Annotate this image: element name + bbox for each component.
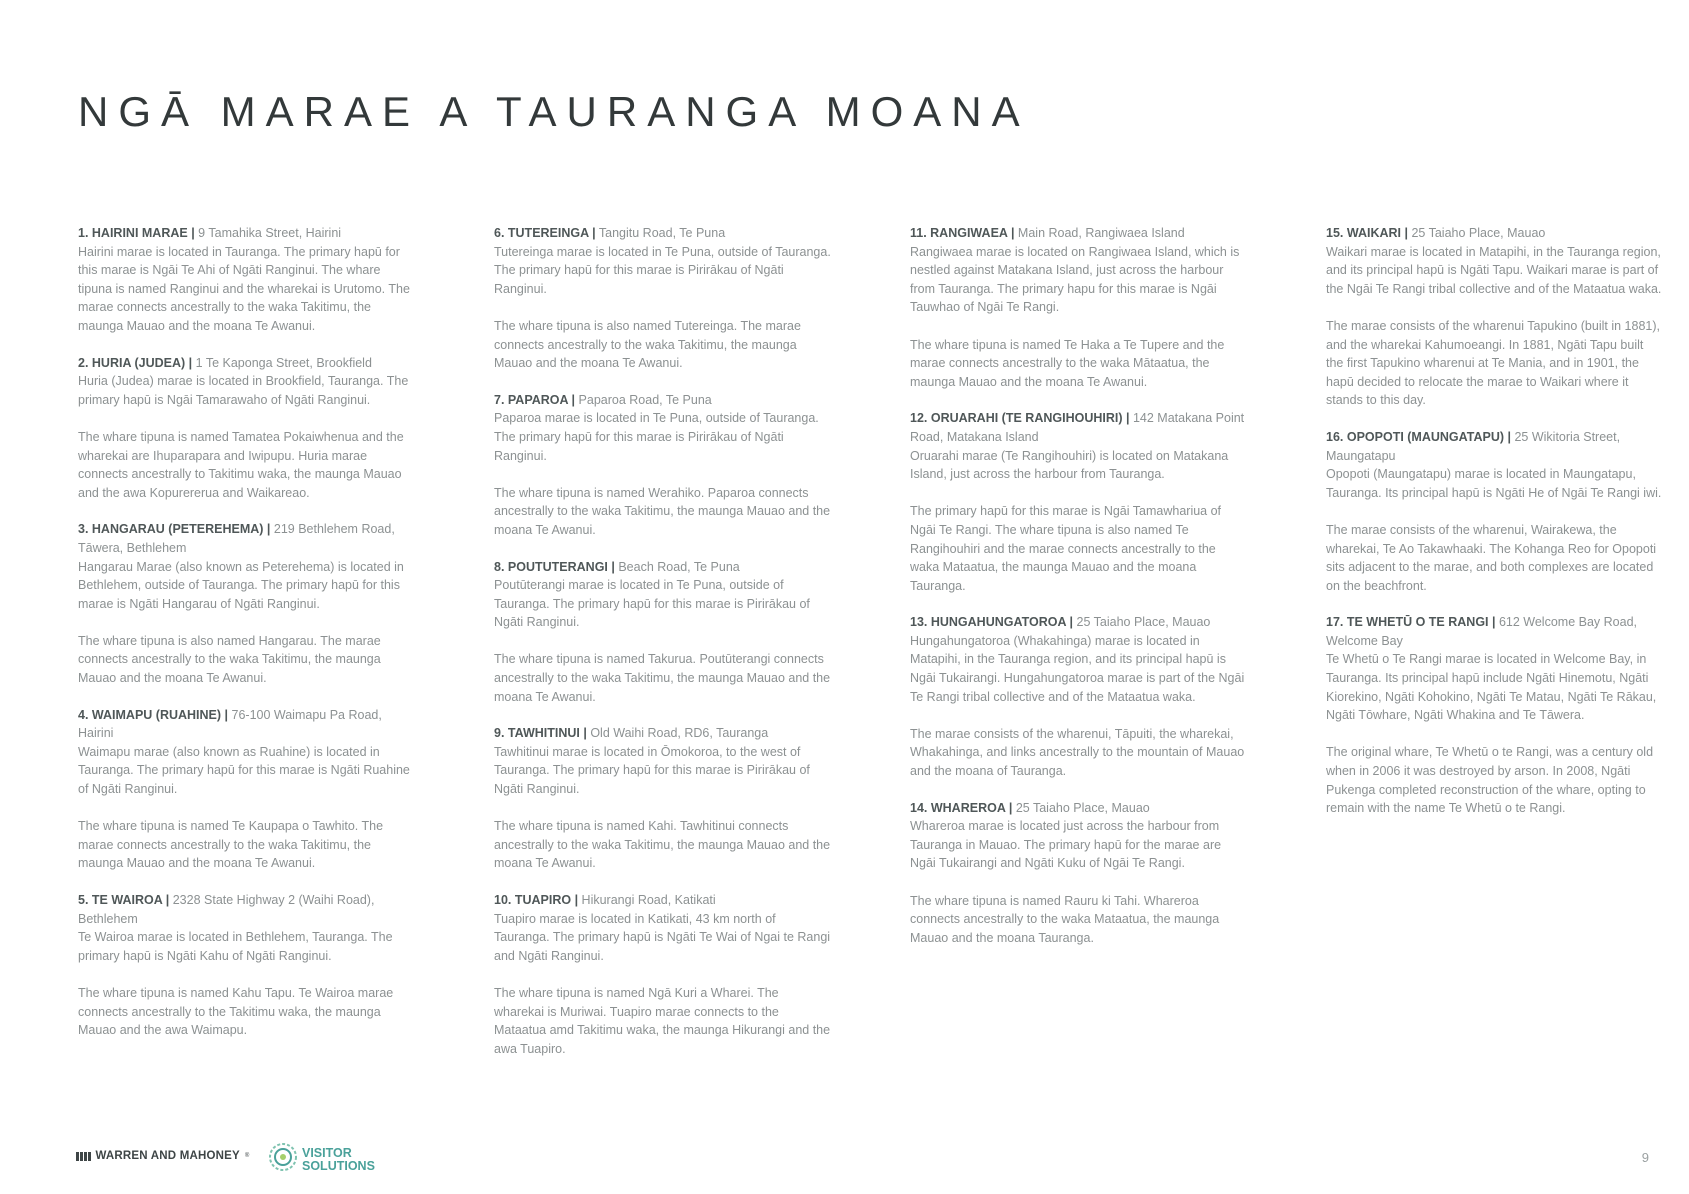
marae-entry — [494, 224, 832, 373]
marae-entry — [1326, 428, 1664, 595]
paragraph-text: Whareroa marae is located just across the harbour from Tauranga in Mauao. The primary hapū for the marae are Ngāi Tukairangi and Ngāti Kuku of Ngāi Te Rangi. — [910, 819, 1222, 871]
entry-paragraph — [910, 892, 1248, 948]
entry-paragraph — [1326, 224, 1664, 298]
brand-name: WARREN AND MAHONEY — [95, 1150, 240, 1162]
marae-heading: 6. TUTEREINGA | — [494, 226, 596, 240]
marae-address: 76-100 Waimapu Pa Road, Hairini — [78, 707, 382, 741]
entry-paragraph — [78, 428, 416, 502]
entry-paragraph — [910, 725, 1248, 781]
entry-paragraph — [494, 984, 832, 1058]
marae-entry — [1326, 613, 1664, 818]
warren-and-mahoney-logo — [76, 1150, 250, 1162]
marae-entry — [494, 391, 832, 540]
marae-address: 25 Taiaho Place, Mauao — [1073, 615, 1211, 630]
marae-address: Paparoa Road, Te Puna — [575, 392, 712, 407]
marae-heading: 14. WHAREROA | — [910, 800, 1013, 815]
entry-paragraph — [494, 817, 832, 873]
entry-paragraph — [494, 724, 832, 798]
entry-paragraph — [494, 224, 832, 298]
entry-paragraph — [1326, 743, 1664, 817]
marae-address: 9 Tamahika Street, Hairini — [194, 226, 342, 240]
marae-entry — [78, 520, 416, 687]
paragraph-text: Paparoa marae is located in Te Puna, outside of Tauranga. The primary hapū for this marae is Pirirākau of Ngāti Ranginui. — [494, 411, 819, 463]
visitor-solutions-globe-icon — [268, 1142, 298, 1177]
paragraph-text: Waikari marae is located in Matapihi, in the Tauranga region, and its principal hapū is Ngāti Tapu. Waikari marae is part of the Ngāi Te Rangi tribal collective and of the Mataatua waka. — [1326, 244, 1662, 296]
marae-address: Main Road, Rangiwaea Island — [1014, 226, 1185, 240]
entry-paragraph — [910, 224, 1248, 317]
paragraph-text: The whare tipuna is named Te Haka a Te Tupere and the marae connects ancestrally to the waka Mātaatua, the maunga Mauao and the moana Te Awanui. — [910, 337, 1225, 389]
paragraph-text: The marae consists of the wharenui, Tāpuiti, the wharekai, Whakahinga, and links ancestrally to the mountain of Mauao and the moana of Tauranga. — [910, 726, 1245, 779]
entry-paragraph — [78, 706, 416, 799]
marae-address: Hikurangi Road, Katikati — [578, 893, 716, 907]
entry-paragraph — [494, 558, 832, 632]
marae-address: Old Waihi Road, RD6, Tauranga — [586, 726, 769, 741]
entry-paragraph — [494, 891, 832, 965]
marae-entry — [910, 613, 1248, 780]
entry-paragraph — [78, 632, 416, 688]
column-2 — [494, 224, 832, 1076]
marae-heading: 7. PAPAROA | — [494, 392, 576, 407]
entry-paragraph — [78, 817, 416, 873]
paragraph-text: Te Whetū o Te Rangi marae is located in Welcome Bay, in Tauranga. Its principal hapū include Ngāti Hinemotu, Ngāti Kiorekino, Ngāti Kohokino, Ngāti Te Matau, Ngāti Te Rākau, Ngāti Tōwhare, Ngāti Whakina and Te Tāwera. — [1326, 652, 1657, 723]
paragraph-text: Opopoti (Maungatapu) marae is located in Maungatapu, Tauranga. Its principal hapū is Ngāti He of Ngāi Te Rangi iwi. — [1326, 467, 1662, 500]
marae-heading: 5. TE WAIROA | — [78, 893, 170, 907]
paragraph-text: The whare tipuna is named Te Kaupapa o Tawhito. The marae connects ancestrally to the waka Takitimu, the maunga Mauao and the moana Te Awanui. — [78, 819, 384, 871]
marae-address: 25 Taiaho Place, Mauao — [1012, 800, 1150, 815]
entry-paragraph — [494, 317, 832, 373]
paragraph-text: The whare tipuna is also named Tutereinga. The marae connects ancestrally to the waka Takitimu, the maunga Mauao and the moana Te Awanui. — [494, 318, 801, 371]
paragraph-text: Oruarahi marae (Te Rangihouhiri) is located on Matakana Island, just across the harbour from Tauranga. — [910, 448, 1229, 482]
paragraph-text: The whare tipuna is named Ngā Kuri a Wharei. The wharekai is Muriwai. Tuapiro marae connects to the Mataatua amd Takitimu waka, the maunga Hikurangi and the awa Tuapiro. — [494, 985, 831, 1056]
brand-line-2: SOLUTIONS — [302, 1158, 375, 1173]
marae-heading: 3. HANGARAU (PETEREHEMA) | — [78, 522, 271, 537]
marae-heading: 2. HURIA (JUDEA) | — [78, 355, 193, 370]
marae-entry — [494, 891, 832, 1058]
entry-paragraph — [910, 409, 1248, 483]
entry-paragraph — [910, 336, 1248, 392]
paragraph-text: The whare tipuna is named Rauru ki Tahi. Whareroa connects ancestrally to the waka Mataatua, the maunga Mauao and the moana Tauranga. — [910, 893, 1220, 945]
paragraph-text: The whare tipuna is named Tamatea Pokaiwhenua and the wharekai are Ihuparapara and Iwipupu. Huria marae connects ancestrally to Takitimu waka, the maunga Mauao and the awa Kopurererua and Waikareao. — [78, 429, 404, 500]
paragraph-text: Hungahungatoroa (Whakahinga) marae is located in Matapihi, in the Tauranga region, and its principal hapū is Ngāi Tukairangi. Hungahungatoroa marae is part of the Ngāi Te Rangi tribal collective and of the Mataatua waka. — [910, 633, 1245, 704]
paragraph-text: The marae consists of the wharenui Tapukino (built in 1881), and the wharekai Kahumoeangi. In 1881, Ngāti Tapu built the first Tapukino wharenui at Te Mania, and in 1901, the hapū decided to relocate the marae to Waikari where it stands to this day. — [1326, 318, 1660, 408]
entry-paragraph — [910, 799, 1248, 873]
marae-heading: 1. HAIRINI MARAE | — [78, 226, 195, 240]
marae-address: 219 Bethlehem Road, Tāwera, Bethlehem — [78, 522, 395, 555]
marae-entry — [494, 724, 832, 873]
paragraph-text: The marae consists of the wharenui, Wairakewa, the wharekai, Te Ao Takawhaaki. The Kohanga Reo for Opopoti sits adjacent to the marae, and both complexes are located on the beachfront. — [1326, 522, 1657, 593]
page-title: NGĀ MARAE A TAURANGA MOANA — [78, 88, 1030, 135]
paragraph-text: Hairini marae is located in Tauranga. The primary hapū for this marae is Ngāi Te Ahi of Ngāti Ranginui. The whare tipuna is named Ranginui and the wharekai is Urutomo. The marae connects ancestrally to the waka Takitimu, the maunga Mauao and the moana Te Awanui. — [78, 244, 410, 333]
marae-address: 612 Welcome Bay Road, Welcome Bay — [1326, 615, 1637, 648]
paragraph-text: Hangarau Marae (also known as Peterehema) is located in Bethlehem, outside of Tauranga. The primary hapū for this marae is Ngāti Hangarau of Ngāti Ranginui. — [78, 559, 404, 611]
entry-paragraph — [1326, 521, 1664, 595]
marae-heading: 11. RANGIWAEA | — [910, 226, 1015, 240]
visitor-solutions-logo — [268, 1142, 375, 1177]
marae-address: 142 Matakana Point Road, Matakana Island — [910, 411, 1245, 444]
marae-entry — [910, 224, 1248, 391]
paragraph-text: The whare tipuna is named Werahiko. Paparoa connects ancestrally to the waka Takitimu, the maunga Mauao and the moana Te Awanui. — [494, 485, 831, 537]
paragraph-text: Rangiwaea marae is located on Rangiwaea Island, which is nestled against Matakana Island, just across the harbour from Tauranga. The primary hapu for this marae is Ngāi Tauwhao of Ngāi Te Rangi. — [910, 244, 1240, 315]
entry-paragraph — [78, 984, 416, 1040]
marae-heading: 10. TUAPIRO | — [494, 893, 579, 907]
entry-paragraph — [494, 650, 832, 706]
entry-paragraph — [78, 891, 416, 965]
paragraph-text: Tutereinga marae is located in Te Puna, outside of Tauranga. The primary hapū for this marae is Pirirākau of Ngāti Ranginui. — [494, 244, 831, 296]
entry-paragraph — [494, 391, 832, 465]
entry-paragraph — [1326, 317, 1664, 410]
column-4 — [1326, 224, 1664, 836]
entry-paragraph — [78, 224, 416, 336]
entry-paragraph — [78, 520, 416, 613]
marae-address: 1 Te Kaponga Street, Brookfield — [192, 355, 372, 370]
paragraph-text: Waimapu marae (also known as Ruahine) is located in Tauranga. The primary hapū for this marae is Ngāti Ruahine of Ngāti Ranginui. — [78, 744, 410, 797]
paragraph-text: Tawhitinui marae is located in Ōmokoroa, to the west of Tauranga. The primary hapū for this marae is Pirirākau of Ngāti Ranginui. — [494, 744, 810, 797]
entry-paragraph — [78, 354, 416, 410]
paragraph-text: The whare tipuna is named Kahu Tapu. Te Wairoa marae connects ancestrally to the Takitimu waka, the maunga Mauao and the awa Waimapu. — [78, 985, 394, 1038]
marae-heading: 13. HUNGAHUNGATOROA | — [910, 615, 1074, 630]
paragraph-text: Tuapiro marae is located in Katikati, 43 km north of Tauranga. The primary hapū is Ngāti Te Wai of Ngai te Rangi and Ngāti Ranginui. — [494, 911, 831, 963]
marae-heading: 9. TAWHITINUI | — [494, 726, 587, 741]
marae-entry — [910, 799, 1248, 948]
paragraph-text: The whare tipuna is also named Hangarau. The marae connects ancestrally to the waka Takitimu, the maunga Mauao and the moana Te Awanui. — [78, 633, 381, 686]
marae-address: 25 Wikitoria Street, Maungatapu — [1326, 429, 1621, 463]
entry-paragraph — [910, 613, 1248, 706]
entry-paragraph — [1326, 428, 1664, 502]
marae-heading: 16. OPOPOTI (MAUNGATAPU) | — [1326, 429, 1511, 444]
paragraph-text: Poutūterangi marae is located in Te Puna, outside of Tauranga. The primary hapū for this marae is Pirirākau of Ngāti Ranginui. — [494, 578, 810, 630]
marae-entry — [910, 409, 1248, 595]
marae-entry — [494, 558, 832, 707]
marae-address: 2328 State Highway 2 (Waihi Road), Bethlehem — [78, 893, 375, 926]
column-1 — [78, 224, 416, 1058]
marae-address: Beach Road, Te Puna — [614, 559, 740, 574]
paragraph-text: Te Wairoa marae is located in Bethlehem, Tauranga. The primary hapū is Ngāti Kahu of Ngāti Ranginui. — [78, 930, 393, 963]
marae-heading: 4. WAIMAPU (RUAHINE) | — [78, 707, 229, 722]
paragraph-text: The primary hapū for this marae is Ngāi Tamawhariua of Ngāi Te Rangi. The whare tipuna is also named Te Rangihouhiri and the marae connects ancestrally to the waka Mataatua, the maunga Mauao and the moana Tauranga. — [910, 504, 1222, 593]
marae-heading: 12. ORUARAHI (TE RANGIHOUHIRI) | — [910, 411, 1130, 426]
paragraph-text: The whare tipuna is named Kahi. Tawhitinui connects ancestrally to the waka Takitimu, the maunga Mauao and the moana Te Awanui. — [494, 819, 831, 871]
marae-entry — [78, 354, 416, 503]
marae-heading: 15. WAIKARI | — [1326, 226, 1408, 240]
registered-mark: ® — [244, 1153, 250, 1159]
marae-heading: 8. POUTUTERANGI | — [494, 559, 615, 574]
marae-heading: 17. TE WHETŪ O TE RANGI | — [1326, 615, 1496, 630]
marae-entry — [1326, 224, 1664, 410]
paragraph-text: The whare tipuna is named Takurua. Poutūterangi connects ancestrally to the waka Takitimu, the maunga Mauao and the moana Te Awanui. — [494, 652, 831, 704]
marae-entry — [78, 224, 416, 336]
paragraph-text: The original whare, Te Whetū o te Rangi, was a century old when in 2006 it was destroyed by arson. In 2008, Ngāti Pukenga completed reconstruction of the whare, opting to remain with the name Te Whetū o te Rangi. — [1326, 745, 1654, 816]
entry-paragraph — [1326, 613, 1664, 725]
page-number: 9 — [1641, 1150, 1649, 1165]
entry-paragraph — [910, 502, 1248, 595]
paragraph-text: Huria (Judea) marae is located in Brookfield, Tauranga. The primary hapū is Ngāi Tamarawaho of Ngāti Ranginui. — [78, 374, 409, 407]
marae-address: 25 Taiaho Place, Mauao — [1407, 226, 1546, 240]
marae-entry — [78, 891, 416, 1040]
marae-address: Tangitu Road, Te Puna — [595, 226, 726, 240]
brand-line-1: VISITOR — [302, 1145, 352, 1160]
marae-entry — [78, 706, 416, 873]
column-3 — [910, 224, 1248, 965]
entry-paragraph — [494, 484, 832, 540]
warren-mahoney-mark-icon — [76, 1152, 91, 1161]
